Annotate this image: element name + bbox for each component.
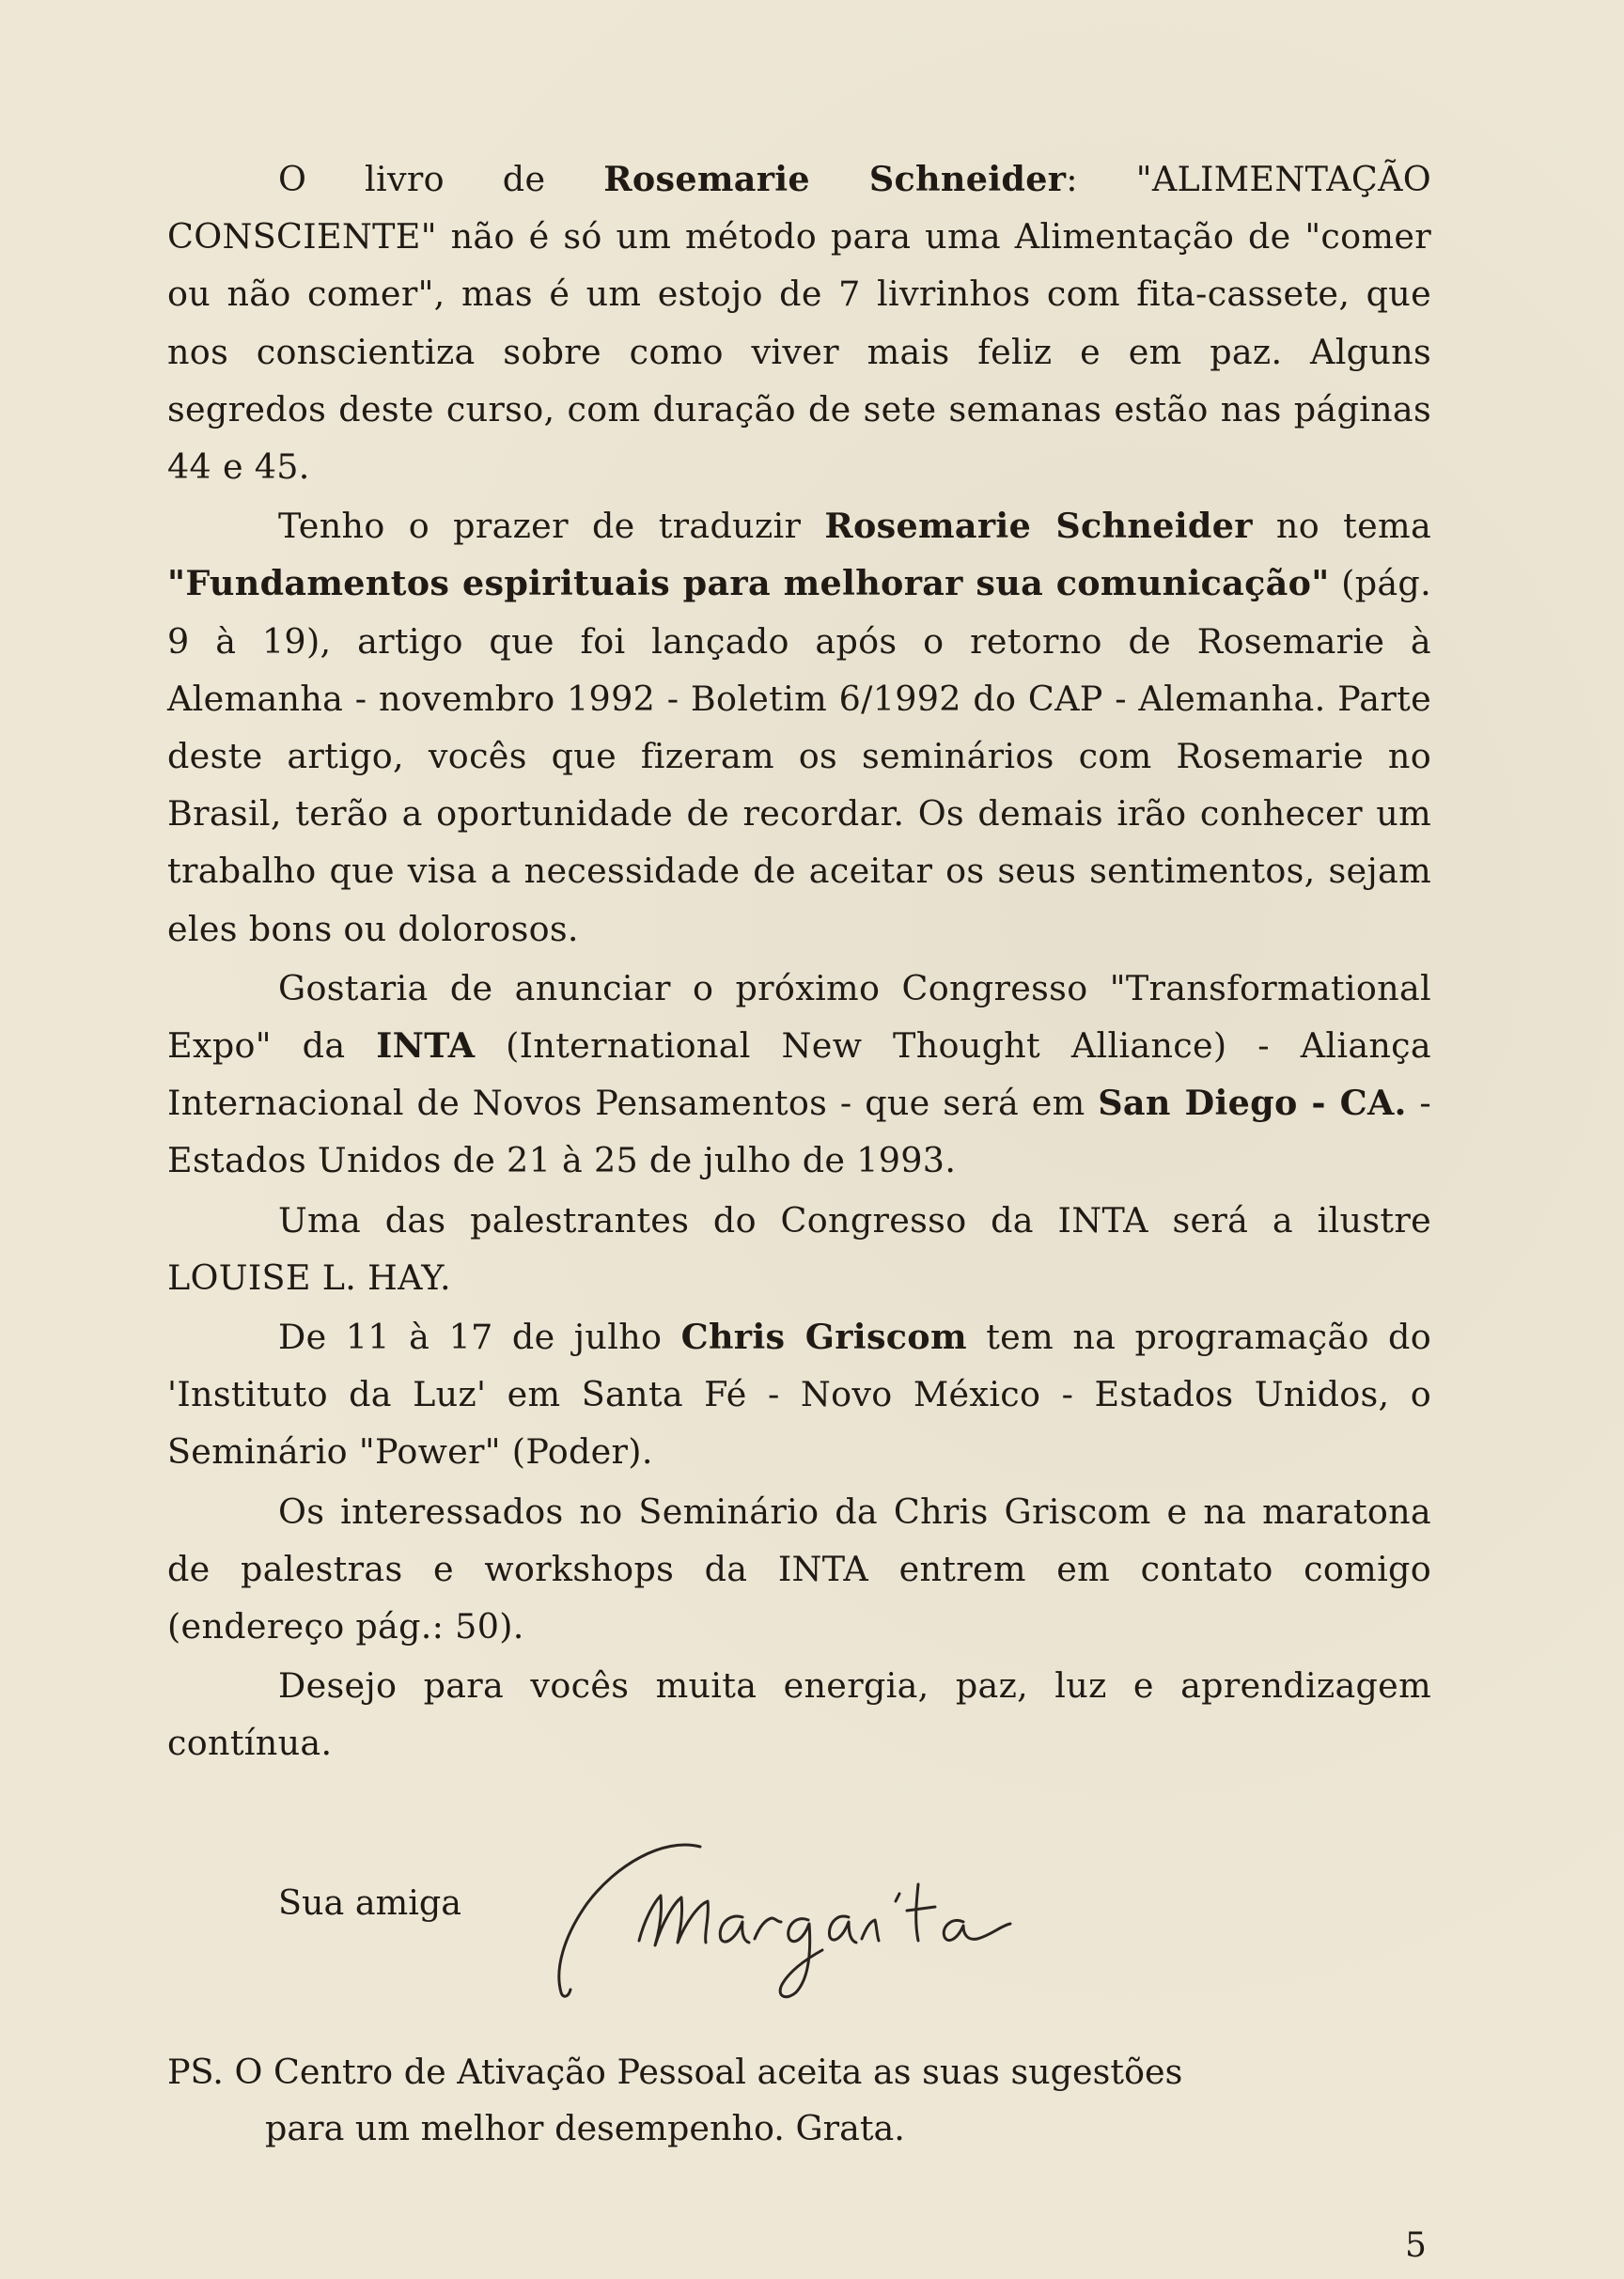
p3-run-2: (International New Thought Alliance) - Aliança Internacional de Novos Pensamentos - que será em [167,1025,1431,1124]
handwritten-signature [550,1828,1095,2016]
p2-run-0: Tenho o prazer de traduzir [278,506,825,547]
paragraph-2 [167,497,1431,958]
p7-run-0: Desejo para vocês muita energia, paz, luz e aprendizagem contínua. [167,1665,1431,1764]
p6-run-0: Os interessados no Seminário da Chris Griscom e na maratona de palestras e workshops da INTA entrem em contato comigo (endereço pág.: 50). [167,1491,1431,1647]
ps-line-2: para um melhor desempenho. Grata. [265,2108,905,2148]
p1-run-0: O livro de [278,159,604,199]
paragraph-7 [167,1657,1431,1772]
paragraph-1 [167,150,1431,495]
p1-run-2: : "ALIMENTAÇÃO CONSCIENTE" não é só um método para uma Alimentação de "comer ou não comer", mas é um estojo de 7 livrinhos com fita-cassete, que nos conscientiza sobre como viver mais feliz e em paz. Alguns segredos deste curso, com duração de sete semanas estão nas páginas 44 e 45. [167,159,1432,488]
paragraph-3 [167,960,1431,1190]
page-number: 5 [1405,2226,1427,2265]
paragraph-5 [167,1308,1431,1481]
p2-run-4: (pág. 9 à 19), artigo que foi lançado após o retorno de Rosemarie à Alemanha - novembro 1992 - Boletim 6/1992 do CAP - Alemanha. Parte deste artigo, vocês que fizeram os seminários com Rosemarie no Brasil, terão a oportunidade de recordar. Os demais irão conhecer um trabalho que visa a necessidade de aceitar os seus sentimentos, sejam eles bons ou dolorosos. [167,563,1431,949]
p3-run-0: Gostaria de anunciar o próximo Congresso "Transformational Expo" da [167,967,1431,1067]
p2-run-2: no tema [1252,506,1432,547]
paragraph-6 [167,1483,1431,1656]
inta-name: INTA [376,1025,476,1067]
closing-salutation: Sua amiga [278,1882,462,1923]
congress-location: San Diego - CA. [1098,1083,1407,1124]
author-name: Rosemarie Schneider [603,159,1067,199]
postscript [167,2044,1431,2157]
p2-author-name: Rosemarie Schneider [824,506,1253,547]
p5-run-2: tem na programação do 'Instituto da Luz' em Santa Fé - Novo México - Estados Unidos, o Seminário "Power" (Poder). [167,1317,1431,1473]
body-text [167,150,1431,1772]
speaker-name: Chris Griscom [680,1317,967,1358]
p3-run-4: - Estados Unidos de 21 à 25 de julho de 1993. [167,1083,1431,1181]
article-title: "Fundamentos espirituais para melhorar sua comunicação" [167,563,1330,604]
paragraph-4 [167,1192,1431,1306]
ps-line-1: PS. O Centro de Ativação Pessoal aceita as suas sugestões [167,2052,1183,2092]
p5-run-0: De 11 à 17 de julho [278,1317,681,1358]
p4-run-0: Uma das palestrantes do Congresso da INTA será a ilustre LOUISE L. HAY. [167,1199,1431,1298]
